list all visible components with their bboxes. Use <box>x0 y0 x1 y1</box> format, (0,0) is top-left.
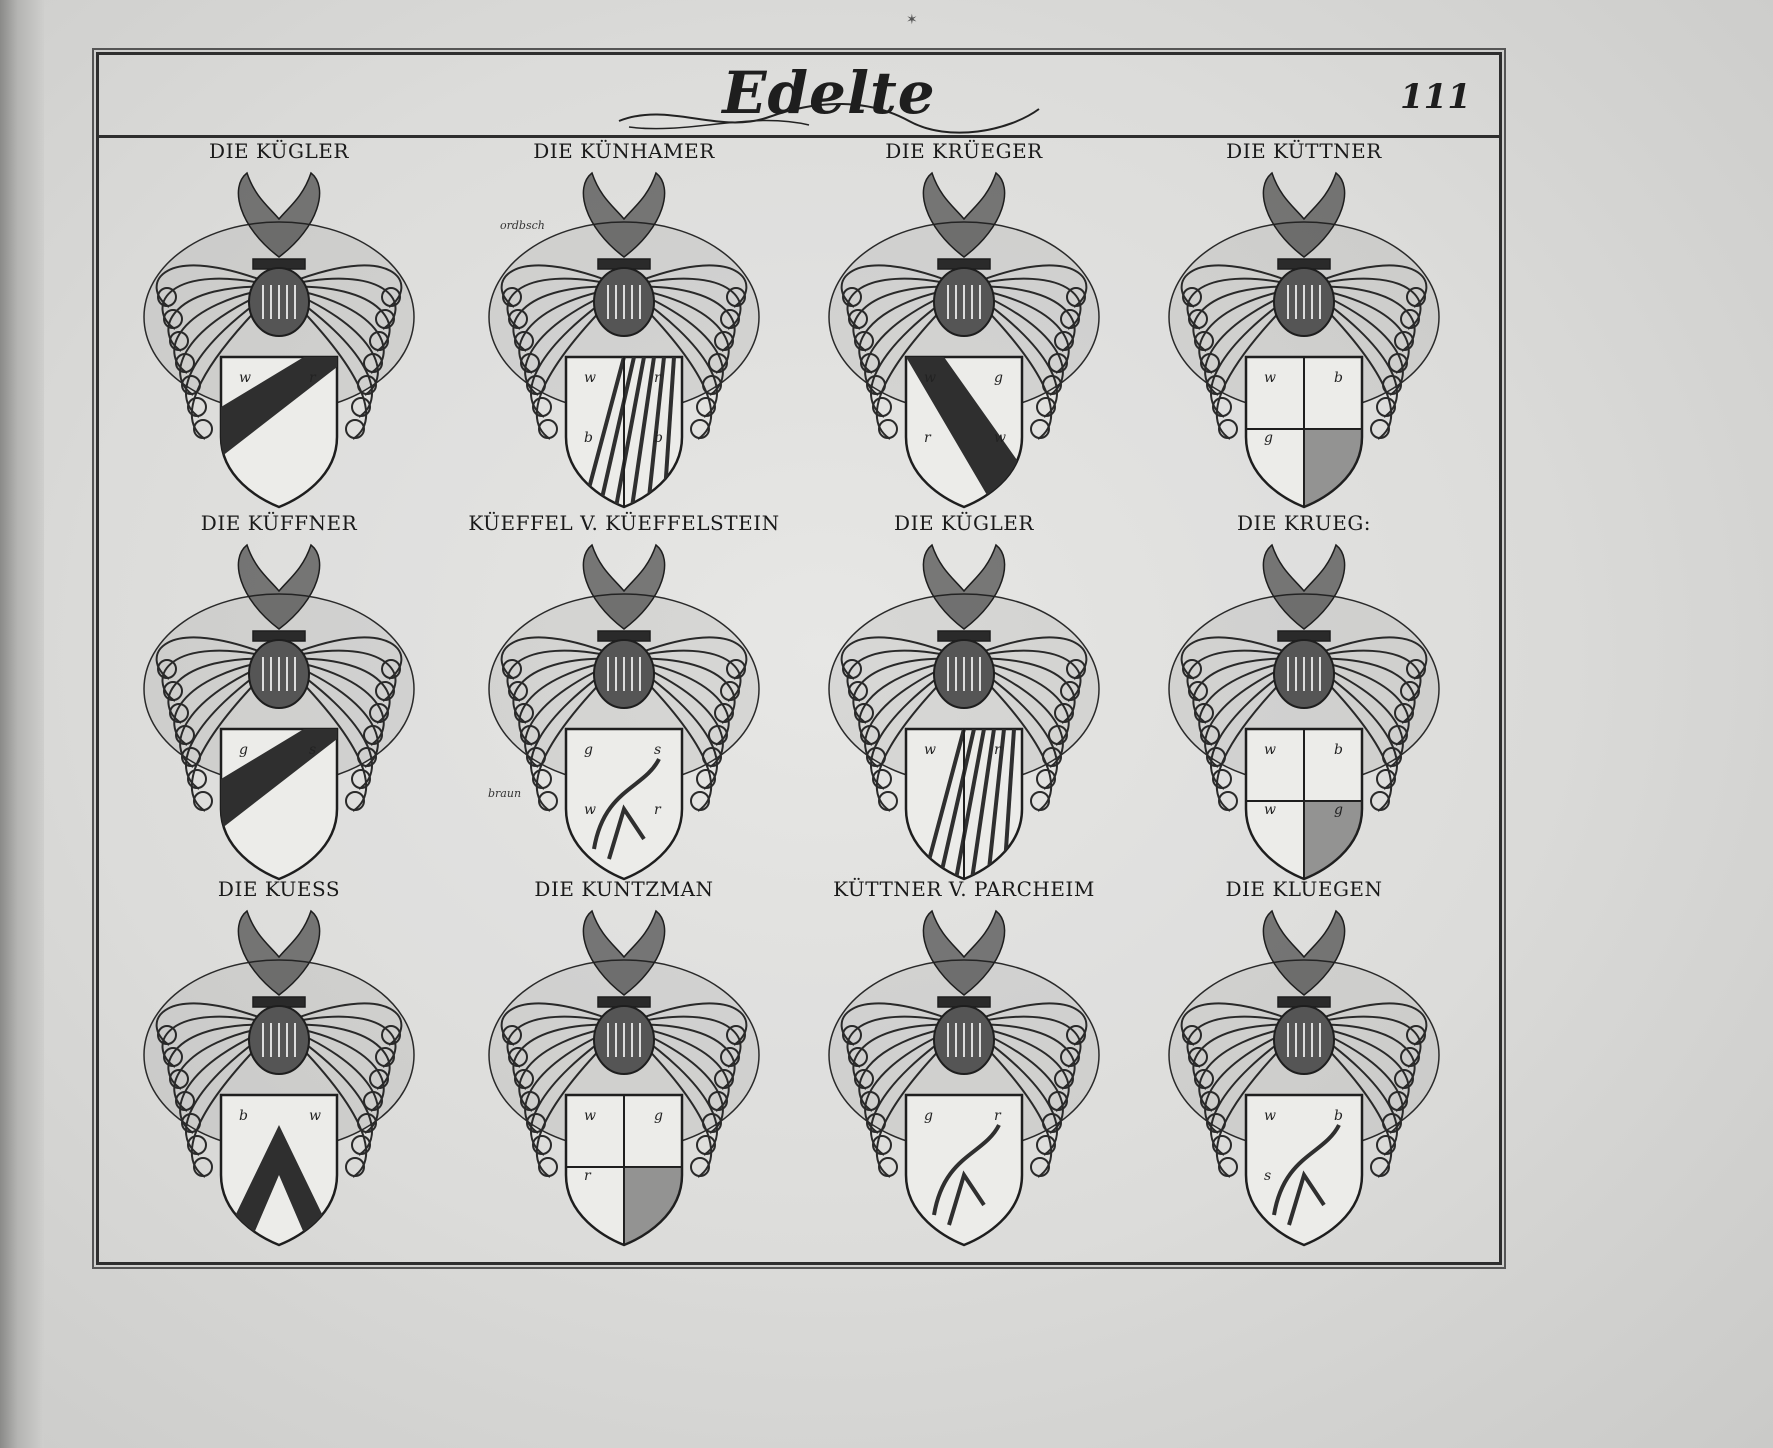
shield <box>221 337 337 507</box>
ornament-dot: ✶ <box>906 12 918 28</box>
helmet <box>1274 640 1334 708</box>
helmet <box>249 268 309 336</box>
helmet <box>594 268 654 336</box>
tincture-mark: r <box>584 1168 591 1184</box>
tincture-mark: s <box>1264 1168 1272 1184</box>
tincture-mark: r <box>654 370 661 386</box>
engraved-plate <box>96 52 1502 1265</box>
tincture-mark: g <box>239 742 248 758</box>
coat-of-arms-icon <box>129 905 429 1250</box>
arms-label: DIE KLUEGEN <box>1225 877 1383 901</box>
tincture-mark: s <box>654 742 662 758</box>
tincture-mark: g <box>1264 430 1273 446</box>
arms-cell <box>109 877 449 1252</box>
tincture-mark: b <box>584 430 593 446</box>
tincture-mark: w <box>994 430 1006 446</box>
tincture-mark: w <box>584 802 596 818</box>
arms-cell <box>454 511 794 886</box>
tincture-mark: w <box>1264 802 1276 818</box>
arms-label: DIE KÜTTNER <box>1226 139 1382 163</box>
tincture-mark: g <box>1334 802 1343 818</box>
tincture-mark: s <box>309 742 317 758</box>
tincture-mark: b <box>654 430 663 446</box>
arms-cell <box>794 877 1134 1252</box>
coat-of-arms-icon <box>1154 539 1454 884</box>
tincture-mark: b <box>1334 742 1343 758</box>
tincture-mark: w <box>584 370 596 386</box>
coat-of-arms-icon <box>1154 167 1454 512</box>
coat-of-arms-icon <box>474 905 774 1250</box>
tincture-mark: w <box>1264 1108 1276 1124</box>
coat-of-arms-icon <box>129 539 429 884</box>
arms-label: KÜEFFEL V. KÜEFFELSTEIN <box>468 511 780 535</box>
arms-cell <box>1134 139 1474 514</box>
title-bar <box>99 55 1499 138</box>
arms-label: DIE KRUEG: <box>1236 511 1372 535</box>
arms-label: DIE KÜGLER <box>894 511 1034 535</box>
arms-cell <box>109 511 449 886</box>
crest-note: ordbsch <box>500 219 545 232</box>
arms-cell <box>109 139 449 514</box>
tincture-mark: w <box>924 742 936 758</box>
page-title: Edelte <box>722 59 936 127</box>
arms-label: DIE KÜGLER <box>209 139 349 163</box>
tincture-mark: r <box>994 1108 1001 1124</box>
tincture-mark: w <box>1264 742 1276 758</box>
arms-cell <box>454 877 794 1252</box>
arms-label: DIE KUESS <box>217 877 341 901</box>
book-gutter <box>0 0 44 1448</box>
coat-of-arms-icon <box>474 539 774 884</box>
arms-cell <box>1134 511 1474 886</box>
tincture-mark: b <box>1334 1108 1343 1124</box>
helmet <box>934 268 994 336</box>
tincture-mark: r <box>924 430 931 446</box>
tincture-mark: w <box>1264 370 1276 386</box>
tincture-mark: b <box>1334 370 1343 386</box>
coat-of-arms-icon <box>1154 905 1454 1250</box>
coat-of-arms-icon <box>814 167 1114 512</box>
tincture-mark: w <box>309 1108 321 1124</box>
helmet <box>249 640 309 708</box>
arms-cell <box>1134 877 1474 1252</box>
tincture-mark: g <box>924 1108 933 1124</box>
tincture-mark: w <box>924 370 936 386</box>
helmet <box>594 1006 654 1074</box>
arms-label: KÜTTNER V. PARCHEIM <box>833 877 1095 901</box>
tincture-mark: r <box>654 802 661 818</box>
helmet <box>594 640 654 708</box>
arms-label: DIE KUNTZMAN <box>534 877 714 901</box>
helmet <box>934 640 994 708</box>
page-number: 111 <box>1400 77 1471 117</box>
arms-cell <box>794 511 1134 886</box>
tincture-mark: w <box>584 1108 596 1124</box>
tincture-mark: g <box>584 742 593 758</box>
arms-label: DIE KÜNHAMER <box>533 139 715 163</box>
helmet <box>249 1006 309 1074</box>
arms-cell <box>794 139 1134 514</box>
arms-cell <box>454 139 794 514</box>
shield <box>221 709 337 879</box>
arms-label: DIE KÜFFNER <box>200 511 358 535</box>
tincture-mark: w <box>239 370 251 386</box>
tincture-mark: r <box>994 742 1001 758</box>
helmet <box>934 1006 994 1074</box>
helmet <box>1274 268 1334 336</box>
crest-note: braun <box>488 787 522 800</box>
tincture-mark: b <box>239 1108 248 1124</box>
tincture-mark: r <box>309 370 316 386</box>
tincture-mark: g <box>654 1108 663 1124</box>
coat-of-arms-icon <box>814 539 1114 884</box>
coat-of-arms-icon <box>129 167 429 512</box>
coat-of-arms-icon <box>814 905 1114 1250</box>
helmet <box>1274 1006 1334 1074</box>
tincture-mark: g <box>994 370 1003 386</box>
arms-label: DIE KRÜEGER <box>885 139 1043 163</box>
